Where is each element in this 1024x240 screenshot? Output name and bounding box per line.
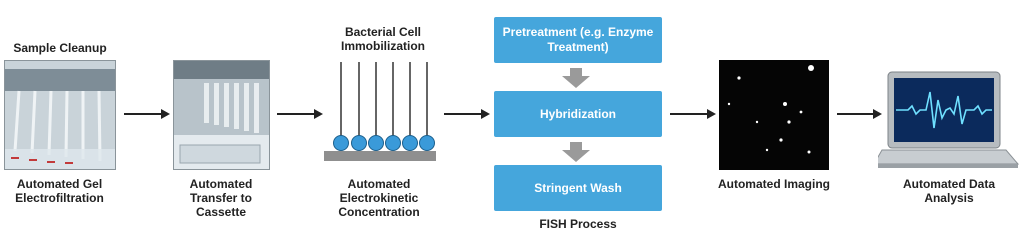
flow-arrow-4: [670, 113, 708, 115]
transfer-cassette-photo: [173, 60, 270, 170]
flow-arrow-4-head: [707, 109, 716, 119]
laptop-icon: [878, 70, 1022, 172]
gel-apparatus-image: [5, 61, 115, 169]
flow-arrow-3-head: [481, 109, 490, 119]
electrokinetic-diagram: [320, 60, 438, 172]
cassette-apparatus-image: [174, 61, 269, 169]
hybridization-box: Hybridization: [494, 91, 662, 137]
gel-electrofiltration-label: Automated Gel Electrofiltration: [15, 177, 104, 205]
fish-process-title: FISH Process: [539, 217, 617, 231]
flow-arrow-5: [837, 113, 874, 115]
gel-electrofiltration-photo: [4, 60, 116, 170]
fish-arrow-2: [561, 142, 591, 162]
cell-immobilization-title: Bacterial Cell Immobilization: [341, 25, 425, 53]
fish-arrow-1: [561, 68, 591, 88]
flow-arrow-1-head: [161, 109, 170, 119]
fluorescence-image: [719, 60, 829, 170]
electrokinetic-label: Automated Electrokinetic Concentration: [338, 177, 420, 219]
stringent-wash-box: Stringent Wash: [494, 165, 662, 211]
pretreatment-box: Pretreatment (e.g. Enzyme Treatment): [494, 17, 662, 63]
flow-arrow-2: [277, 113, 315, 115]
imaging-label: Automated Imaging: [717, 177, 830, 191]
flow-arrow-1: [124, 113, 162, 115]
data-analysis-label: Automated Data Analysis: [902, 177, 995, 205]
sample-cleanup-title: Sample Cleanup: [13, 41, 107, 55]
transfer-cassette-label: Automated Transfer to Cassette: [189, 177, 253, 219]
flow-arrow-3: [444, 113, 482, 115]
